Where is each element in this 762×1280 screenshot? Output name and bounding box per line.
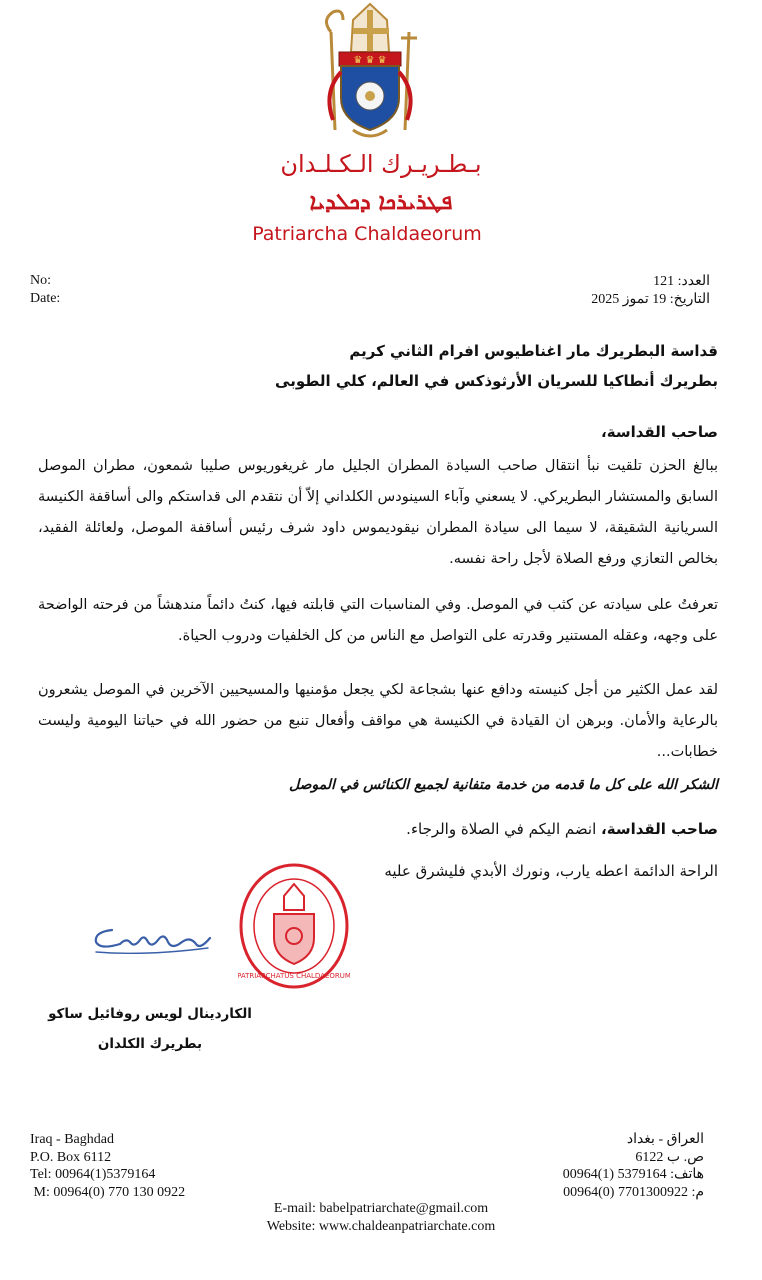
letterhead-arabic-title: بـطـريـرك الـكـلـدان	[280, 150, 482, 178]
patriarchate-seal	[238, 862, 350, 990]
letter-date: التاريخ: 19 تموز 2025	[591, 292, 710, 307]
seal-text: PATRIARCHATUS CHALDAEORUM	[238, 972, 350, 980]
footer-contact	[0, 1200, 762, 1235]
letterhead-latin-title: Patriarcha Chaldaeorum	[252, 223, 482, 245]
thanks-line: الشكر الله على كل ما قدمه من خدمة متفانية لجميع الكنائس في الموصل	[288, 777, 718, 793]
footer-right-line: ص. ب 6122	[635, 1149, 704, 1165]
footer-right-address	[563, 1131, 704, 1201]
svg-text:♛ ♛ ♛: ♛ ♛ ♛	[353, 55, 387, 66]
footer-left-line: Iraq - Baghdad	[30, 1132, 114, 1147]
closing-rest: انضم اليكم في الصلاة والرجاء.	[406, 820, 602, 838]
no-label: No:	[30, 273, 51, 288]
footer-right-line: هاتف: 5379164 (1)00964	[562, 1167, 704, 1182]
footer-left-line: M: 00964(0) 770 130 0922	[30, 1184, 186, 1200]
addressee-line-1: قداسة البطريرك مار اغناطيوس افرام الثاني كريم	[349, 342, 718, 360]
letterhead-syriac-title: ܦܛܪܝܪܟܐ ܕܟܠܕܝܐ	[309, 190, 453, 215]
footer-left-line: Tel: 00964(1)5379164	[30, 1167, 156, 1182]
footer-left-line: P.O. Box 6112	[30, 1149, 112, 1165]
patriarchate-coat-of-arms	[313, 2, 427, 144]
body-paragraph-2: تعرفتُ على سيادته عن كثب في الموصل. وفي المناسبات التي قابلته فيها، كنتُ دائماً مندهشاً من فرحته الواضحة على وجهه، وعقله المستنير وقدرته على التواصل مع الناس من كل الخلفيات ودروب الحياة.	[38, 597, 718, 644]
body-paragraph-1: ببالغ الحزن تلقيت نبأ انتقال صاحب السيادة المطران الجليل مار غريغوريوس صليبا شمعون، مطران الموصل السابق والمستشار البطريركي. لا يسعني وآباء السينودس الكلداني إلاّ أن نتقدم الى قداستكم والى أساقفة الكنيسة السريانية الشقيقة، لا سيما الى سيادة المطران نيقوديموس داود شرف رئيس أساقفة الموصل، ولعائلة الفقيد، بخالص التعازي ورفع الصلاة لأجل راحة نفسه.	[38, 458, 718, 567]
prayer-line: الراحة الدائمة اعطه يارب، ونورك الأبدي فليشرق عليه	[384, 862, 718, 880]
footer-left-address	[30, 1131, 185, 1201]
addressee-line-2: بطريرك أنطاكيا للسريان الأرثوذكس في العالم، كلي الطوبى	[275, 372, 718, 390]
signatory-name: الكاردينال لويس روفائيل ساكو	[48, 1006, 252, 1022]
footer-email[interactable]: E-mail: babelpatriarchate@gmail.com	[273, 1201, 489, 1216]
handwritten-signature	[86, 918, 218, 958]
signatory-title: بطريرك الكلدان	[97, 1036, 203, 1052]
salutation: صاحب القداسة،	[601, 423, 718, 441]
footer-website[interactable]: Website: www.chaldeanpatriarchate.com	[266, 1218, 496, 1234]
footer-right-line: م: 7701300922 (0)00964	[563, 1184, 704, 1200]
reference-number: العدد: 121	[653, 274, 710, 289]
body-paragraph-3: لقد عمل الكثير من أجل كنيسته ودافع عنها بشجاعة لكي يجعل مؤمنيها والمسيحيين الآخرين في الموصل يشعرون بالرعاية والأمان. وبرهن ان القيادة في الكنيسة هي مواقف وأفعال تنبع من حضور الله في حياتنا اليومية وليست خطابات...	[38, 682, 718, 760]
footer-right-line: العراق - بغداد	[626, 1132, 704, 1147]
closing-line	[38, 820, 718, 838]
date-label: Date:	[30, 291, 61, 306]
closing-bold: صاحب القداسة،	[601, 820, 718, 838]
